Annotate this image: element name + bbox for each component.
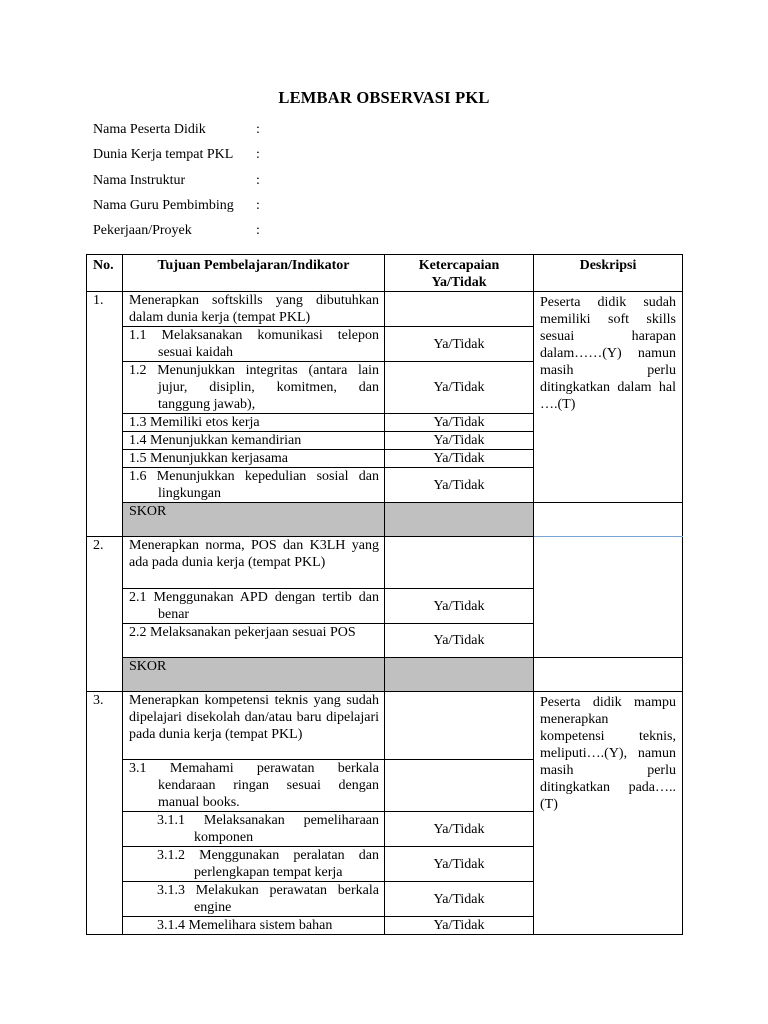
achievement-cell: Ya/Tidak bbox=[385, 812, 534, 847]
achievement-cell: Ya/Tidak bbox=[385, 362, 534, 414]
score-description-cell bbox=[534, 658, 683, 692]
score-value-cell bbox=[385, 503, 534, 537]
achievement-cell: Ya/Tidak bbox=[385, 882, 534, 917]
header-tujuan: Tujuan Pembelajaran/Indikator bbox=[123, 255, 385, 292]
table-row bbox=[87, 537, 683, 589]
indicator-item: 1.4 Menunjukkan kemandirian bbox=[123, 432, 385, 450]
identity-label: Dunia Kerja tempat PKL bbox=[93, 147, 234, 163]
section-number: 3. bbox=[87, 692, 123, 935]
identity-label: Pekerjaan/Proyek bbox=[93, 223, 192, 239]
header-row bbox=[87, 255, 683, 292]
indicator-item: 1.2 Menunjukkan integritas (antara lain jujur, disiplin, komitmen, dan tanggung jawab), bbox=[123, 362, 385, 414]
achievement-cell: Ya/Tidak bbox=[385, 847, 534, 882]
achievement-cell: Ya/Tidak bbox=[385, 327, 534, 362]
section-number: 1. bbox=[87, 292, 123, 537]
achievement-cell: Ya/Tidak bbox=[385, 589, 534, 624]
indicator-subitem: 3.1.1 Melaksanakan pemeliharaan komponen bbox=[123, 812, 385, 847]
identity-label: Nama Guru Pembimbing bbox=[93, 197, 234, 213]
observation-table bbox=[86, 254, 683, 935]
score-label: SKOR bbox=[123, 503, 385, 537]
achievement-cell bbox=[385, 537, 534, 589]
achievement-cell bbox=[385, 692, 534, 760]
indicator-subitem: 3.1.2 Menggunakan peralatan dan perlengkapan tempat kerja bbox=[123, 847, 385, 882]
score-value-cell bbox=[385, 658, 534, 692]
indicator-item: 3.1 Memahami perawatan berkala kendaraan ringan sesuai dengan manual books. bbox=[123, 760, 385, 812]
achievement-cell: Ya/Tidak bbox=[385, 414, 534, 432]
table-row bbox=[87, 692, 683, 760]
indicator-subitem: 3.1.4 Memelihara sistem bahan bbox=[123, 917, 385, 935]
identity-colon: : bbox=[256, 172, 260, 188]
identity-colon: : bbox=[256, 122, 260, 137]
page-title: LEMBAR OBSERVASI PKL bbox=[278, 88, 490, 107]
identity-colon: : bbox=[256, 147, 260, 163]
description-cell: Peserta didik mampu menerapkan kompetensi teknis, meliputi….(Y), namun masih perlu ditingkatkan pada…..(T) bbox=[534, 692, 683, 935]
achievement-cell bbox=[385, 292, 534, 327]
section-title: Menerapkan kompetensi teknis yang sudah dipelajari disekolah dan/atau baru dipelajari pada dunia kerja (tempat PKL) bbox=[123, 692, 385, 760]
achievement-cell: Ya/Tidak bbox=[385, 432, 534, 450]
identity-label: Nama Peserta Didik bbox=[93, 122, 206, 137]
achievement-cell: Ya/Tidak bbox=[385, 468, 534, 503]
indicator-item: 1.6 Menunjukkan kepedulian sosial dan lingkungan bbox=[123, 468, 385, 503]
score-row bbox=[87, 503, 683, 537]
achievement-cell: Ya/Tidak bbox=[385, 917, 534, 935]
identity-colon: : bbox=[256, 223, 260, 239]
identity-label: Nama Instruktur bbox=[93, 172, 186, 188]
section-number: 2. bbox=[87, 537, 123, 692]
section-title: Menerapkan norma, POS dan K3LH yang ada pada dunia kerja (tempat PKL) bbox=[123, 537, 385, 589]
indicator-item: 2.1 Menggunakan APD dengan tertib dan benar bbox=[123, 589, 385, 624]
indicator-item: 1.5 Menunjukkan kerjasama bbox=[123, 450, 385, 468]
indicator-subitem: 3.1.3 Melakukan perawatan berkala engine bbox=[123, 882, 385, 917]
indicator-item: 1.3 Memiliki etos kerja bbox=[123, 414, 385, 432]
header-deskripsi: Deskripsi bbox=[534, 255, 683, 292]
identity-colon: : bbox=[256, 197, 260, 213]
indicator-item: 2.2 Melaksanakan pekerjaan sesuai POS bbox=[123, 624, 385, 658]
indicator-item: 1.1 Melaksanakan komunikasi telepon sesuai kaidah bbox=[123, 327, 385, 362]
score-row bbox=[87, 658, 683, 692]
description-cell bbox=[534, 537, 683, 658]
achievement-cell: Ya/Tidak bbox=[385, 624, 534, 658]
achievement-cell bbox=[385, 760, 534, 812]
score-label: SKOR bbox=[123, 658, 385, 692]
score-description-cell bbox=[534, 503, 683, 537]
header-ketercapaian: Ketercapaian Ya/Tidak bbox=[385, 255, 534, 292]
achievement-cell: Ya/Tidak bbox=[385, 450, 534, 468]
description-cell: Peserta didik sudah memiliki soft skills sesuai harapan dalam……(Y) namun masih perlu ditingkatkan dalam hal ….(T) bbox=[534, 292, 683, 503]
section-title: Menerapkan softskills yang dibutuhkan dalam dunia kerja (tempat PKL) bbox=[123, 292, 385, 327]
header-no: No. bbox=[87, 255, 123, 292]
table-row bbox=[87, 292, 683, 327]
